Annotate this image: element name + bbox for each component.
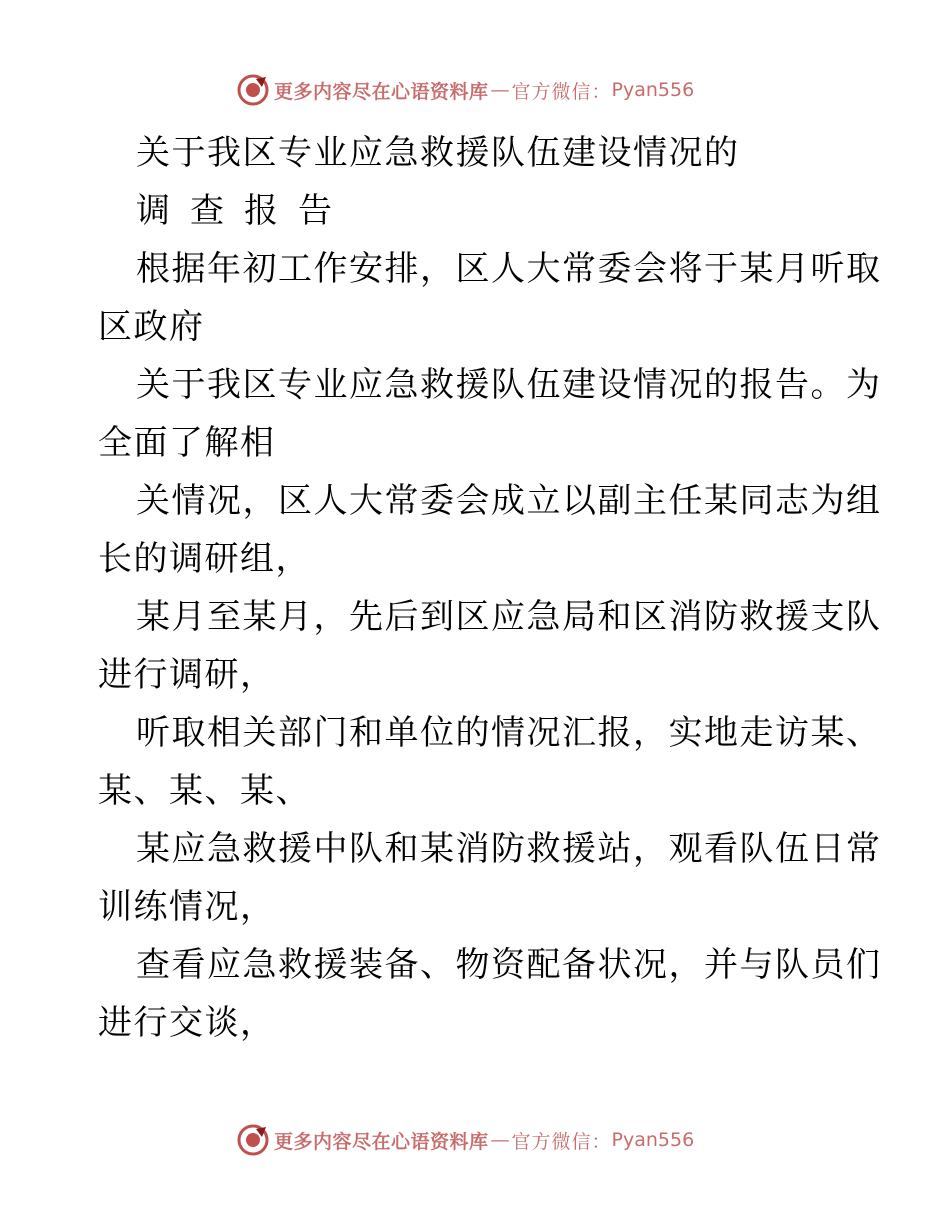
footer-watermark [236, 1122, 694, 1158]
document-line: 某应急救援中队和某消防救援站，观看队伍日常 [136, 829, 882, 869]
watermark-separator: — [490, 79, 510, 101]
document-line: 关情况，区人大常委会成立以副主任某同志为组 [136, 481, 882, 521]
header-watermark [236, 72, 694, 108]
watermark-wechat-label: 官方微信： [511, 80, 612, 103]
document-body [98, 124, 882, 1052]
document-line: 根据年初工作安排，区人大常委会将于某月听取 [136, 249, 882, 289]
document-line: 某月至某月，先后到区应急局和区消防救援支队 [136, 597, 882, 637]
document-line: 查看应急救援装备、物资配备状况，并与队员们 [136, 945, 882, 985]
watermark-brand: 更多内容尽在心语资料库 [274, 1130, 489, 1153]
document-line: 区政府 [98, 307, 205, 347]
watermark-separator: — [490, 1129, 510, 1151]
brand-logo-icon [236, 1123, 270, 1157]
watermark-brand: 更多内容尽在心语资料库 [274, 80, 489, 103]
brand-logo-icon [236, 73, 270, 107]
document-line: 长的调研组， [98, 539, 311, 579]
document-line: 进行交谈， [98, 1003, 276, 1043]
document-line: 全面了解相 [98, 423, 276, 463]
document-line: 听取相关部门和单位的情况汇报，实地走访某、 [136, 713, 882, 753]
document-line: 某、某、某、 [98, 771, 311, 811]
watermark-wechat-label: 官方微信： [511, 1130, 612, 1153]
document-line: 调查报告 [136, 191, 352, 231]
watermark-wechat-id: Pyan556 [611, 1129, 695, 1151]
document-line: 进行调研， [98, 655, 276, 695]
document-line: 关于我区专业应急救援队伍建设情况的 [136, 133, 740, 173]
document-line: 关于我区专业应急救援队伍建设情况的报告。为 [136, 365, 882, 405]
document-line: 训练情况， [98, 887, 276, 927]
watermark-wechat-id: Pyan556 [611, 79, 695, 101]
